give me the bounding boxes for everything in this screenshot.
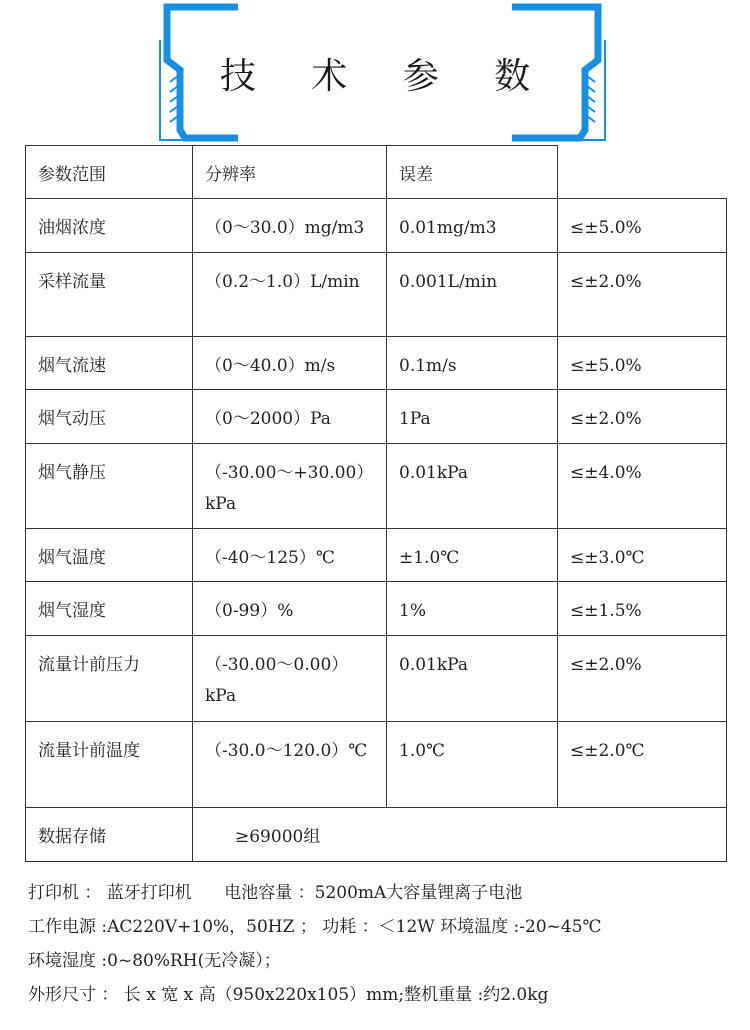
param-range: （-30.00～+30.00）kPa [193,444,387,529]
table-row [26,390,727,444]
table-header-row [26,146,727,199]
param-name: 数据存储 [26,808,193,862]
table-row [26,337,727,390]
param-range: （0～30.0）mg/m3 [193,199,387,253]
footer-line-printer: 打印机 ： 蓝牙打印机 电池容量 ：5200mA大容量锂离子电池 [28,883,523,903]
storage-value: ≥69000组 [193,808,727,862]
footer-line-humidity: 环境湿度 :0~80%RH(无冷凝）； [28,951,281,971]
header-cell-resolution: 分辨率 [193,146,387,199]
param-error: ≤±2.0% [558,390,727,444]
param-error: ≤±5.0% [558,199,727,253]
param-name: 采样流量 [26,253,193,337]
param-error: ≤±2.0% [558,636,727,722]
param-resolution: 0.001L/min [387,253,558,337]
param-name: 烟气动压 [26,390,193,444]
param-error: ≤±2.0% [558,253,727,337]
param-range: （0-99）% [193,582,387,636]
table-row [26,199,727,253]
param-range: （-30.00～0.00）kPa [193,636,387,722]
param-range: （0～40.0）m/s [193,337,387,390]
table-row [26,582,727,636]
param-name: 烟气静压 [26,444,193,529]
footer-line-power: 工作电源 :AC220V+10%，50HZ ； 功耗 ：＜12W 环境温度 :-20~45℃ [28,917,602,937]
param-error: ≤±4.0% [558,444,727,529]
table-row [26,636,727,722]
param-resolution: 1.0℃ [387,722,558,808]
table-row [26,722,727,808]
param-range: （0.2～1.0）L/min [193,253,387,337]
spec-table [25,145,727,862]
param-error: ≤±3.0℃ [558,529,727,582]
header-cell-error: 误差 [387,146,558,199]
param-resolution: ±1.0℃ [387,529,558,582]
param-name: 烟气温度 [26,529,193,582]
header-cell-empty [558,146,727,199]
table-row [26,529,727,582]
footer-line-dimensions: 外形尺寸 ： 长 x 宽 x 高（950x220x105）mm;整机重量 :约2.0kg [28,985,549,1005]
param-name: 流量计前压力 [26,636,193,722]
param-range: （-40～125）℃ [193,529,387,582]
page-title: 技 术 参 数 [219,56,553,97]
spec-footer [28,876,602,1012]
param-name: 烟气流速 [26,337,193,390]
param-resolution: 0.01mg/m3 [387,199,558,253]
param-resolution: 1Pa [387,390,558,444]
param-name: 流量计前温度 [26,722,193,808]
param-error: ≤±5.0% [558,337,727,390]
param-resolution: 0.01kPa [387,444,558,529]
header-cell-range: 参数范围 [26,146,193,199]
param-range: （-30.0～120.0）℃ [193,722,387,808]
param-error: ≤±2.0℃ [558,722,727,808]
param-resolution: 1% [387,582,558,636]
param-resolution: 0.01kPa [387,636,558,722]
table-row-storage [26,808,727,862]
param-name: 烟气湿度 [26,582,193,636]
header-banner [0,0,750,145]
table-row [26,444,727,529]
param-name: 油烟浓度 [26,199,193,253]
table-row [26,253,727,337]
param-range: （0～2000）Pa [193,390,387,444]
param-error: ≤±1.5% [558,582,727,636]
param-resolution: 0.1m/s [387,337,558,390]
